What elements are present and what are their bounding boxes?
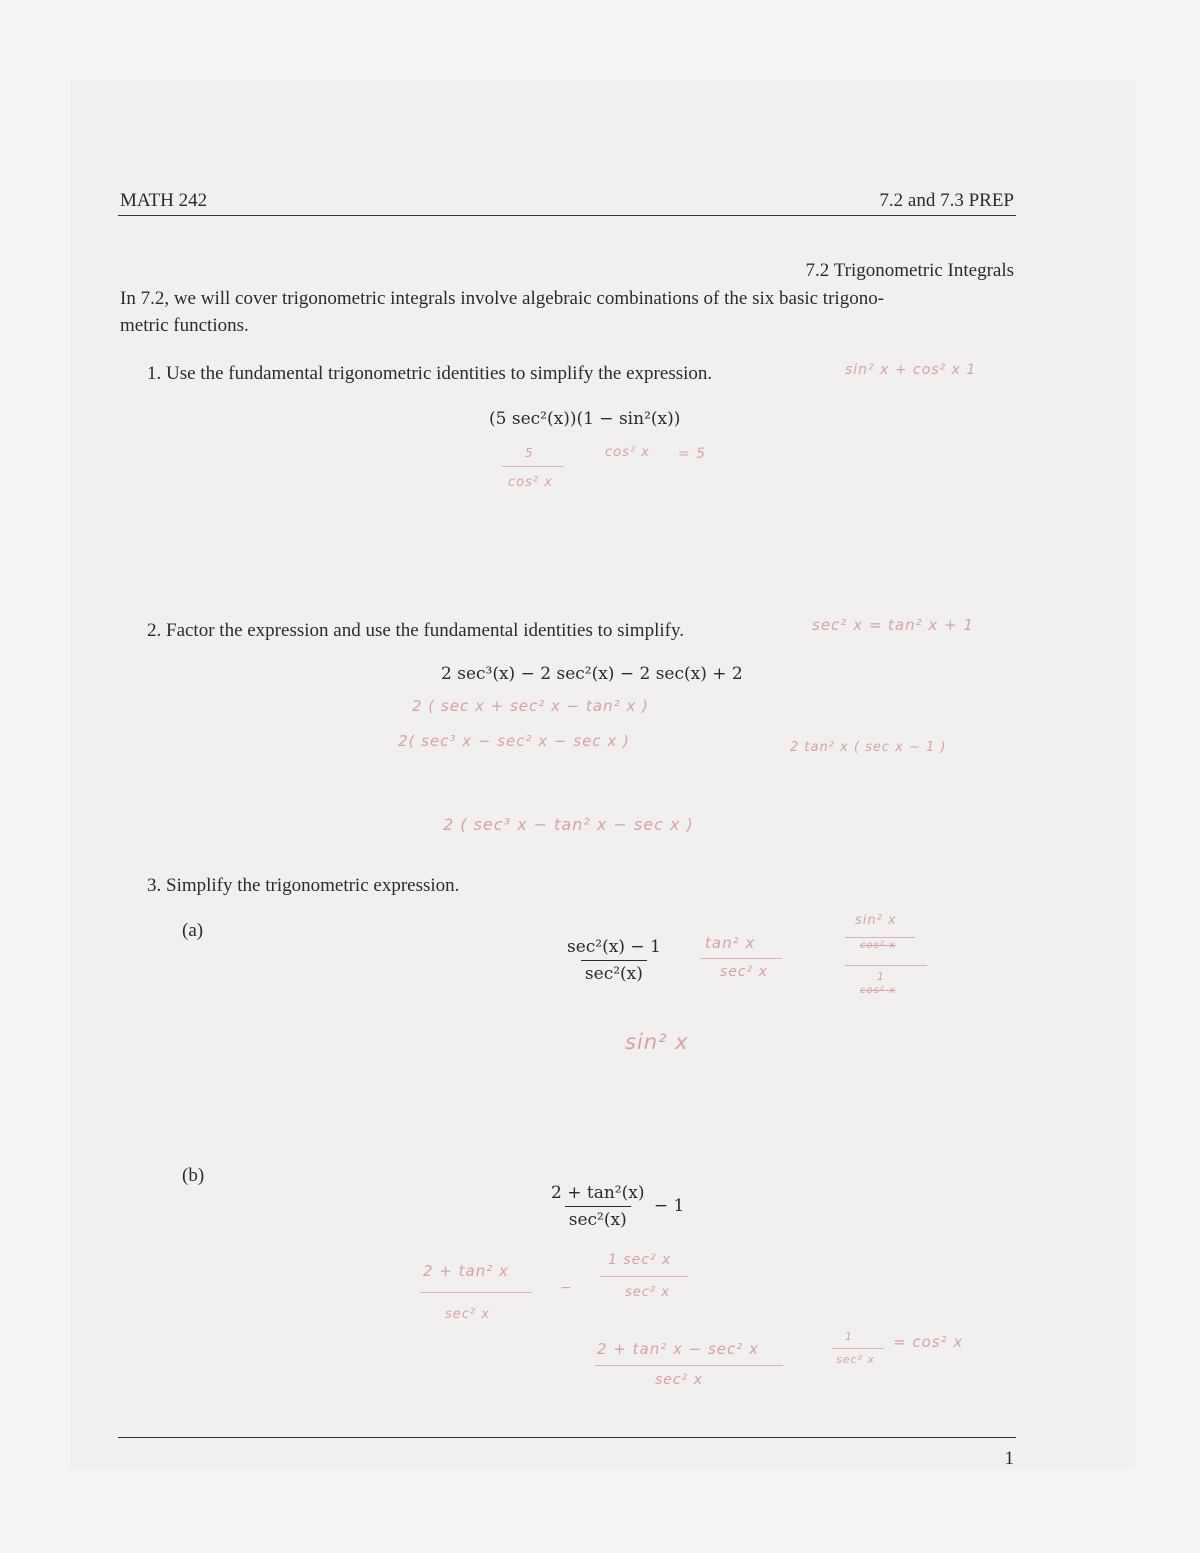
page-number: 1: [1004, 1448, 1014, 1469]
hw-p3b-mid-bar: [600, 1276, 688, 1277]
hw-p3a-num: tan² x: [705, 934, 756, 952]
hw-p3a-right-bar-2: [845, 965, 927, 966]
hw-p3a-answer: sin² x: [625, 1030, 689, 1054]
intro-line-2: metric functions.: [120, 315, 249, 336]
footer-rule: [118, 1437, 1016, 1438]
hw-p3a-den: sec² x: [720, 964, 768, 980]
problem-3b-tail: − 1: [653, 1196, 685, 1216]
problem-3a-label: (a): [182, 920, 204, 941]
problem-3b-expression: [547, 1183, 684, 1230]
hw-p1-frac-bar: [502, 466, 564, 467]
hw-p3b-right-num: 1: [845, 1330, 853, 1343]
problem-3b-numerator: 2 + tan²(x): [551, 1183, 645, 1203]
problem-3a-denominator: sec²(x): [581, 960, 647, 984]
hw-p3b-left-bar: [420, 1292, 532, 1293]
hw-p3a-right-mid: cos² x: [860, 940, 896, 951]
hw-p3b-left-den: sec² x: [445, 1307, 490, 1322]
problem-1-expression: (5 sec²(x))(1 − sin²(x)): [489, 409, 681, 429]
hw-p3a-right-den: cos² x: [860, 985, 896, 996]
hw-p3b-minus: −: [560, 1280, 573, 1296]
problem-3-prompt: 3. Simplify the trigonometric expression.: [147, 875, 460, 896]
hw-p1-side-note: sin² x + cos² x 1: [845, 362, 977, 378]
hw-p3b-right-bar: [832, 1348, 884, 1349]
hw-p3b-mid-den: sec² x: [625, 1285, 670, 1300]
hw-p2-line-3: 2 ( sec³ x − tan² x − sec x ): [443, 815, 694, 834]
hw-p2-line-2: 2( sec³ x − sec² x − sec x ): [398, 732, 630, 750]
hw-p3b-bottom-bar: [595, 1365, 783, 1366]
hw-p1-cos: cos² x: [605, 445, 650, 460]
hw-p2-right-note: 2 tan² x ( sec x − 1 ): [790, 740, 947, 755]
hw-p3a-right-bar-1: [845, 937, 915, 938]
problem-1-prompt: 1. Use the fundamental trigonometric identities to simplify the expression.: [147, 363, 713, 384]
hw-p3b-bottom-num: 2 + tan² x − sec² x: [597, 1340, 759, 1358]
hw-p3b-mid-num: 1 sec² x: [608, 1252, 672, 1268]
hw-p3a-bar: [700, 958, 782, 959]
problem-3b-denominator: sec²(x): [565, 1206, 631, 1230]
hw-p2-side-note: sec² x = tan² x + 1: [812, 616, 974, 634]
problem-3a-fraction: [563, 937, 665, 984]
hw-p1-frac-num: 5: [525, 446, 534, 460]
problem-2-prompt: 2. Factor the expression and use the fundamental identities to simplify.: [147, 620, 684, 641]
intro-line-1: In 7.2, we will cover trigonometric integrals involve algebraic combinations of the six basic trigono-: [120, 288, 885, 309]
hw-p3a-right-top: sin² x: [855, 913, 897, 928]
hw-p3a-right-num: 1: [877, 970, 885, 983]
hw-p3b-right-eq: = cos² x: [893, 1333, 964, 1351]
course-label: MATH 242: [120, 190, 208, 211]
hw-p3b-bottom-den: sec² x: [655, 1372, 703, 1388]
hw-p1-eq5: = 5: [678, 446, 707, 462]
header-rule: [118, 215, 1016, 216]
hw-p2-line-1: 2 ( sec x + sec² x − tan² x ): [412, 697, 649, 715]
topic-label: 7.2 and 7.3 PREP: [879, 190, 1014, 211]
hw-p1-frac-den: cos² x: [508, 475, 553, 490]
hw-p3b-left-num: 2 + tan² x: [423, 1262, 509, 1280]
hw-p3b-right-den: sec² x: [836, 1353, 875, 1366]
problem-3a-numerator: sec²(x) − 1: [567, 937, 661, 957]
problem-2-expression: 2 sec³(x) − 2 sec²(x) − 2 sec(x) + 2: [441, 664, 743, 684]
section-title: 7.2 Trigonometric Integrals: [805, 260, 1014, 281]
problem-3b-label: (b): [182, 1165, 205, 1186]
